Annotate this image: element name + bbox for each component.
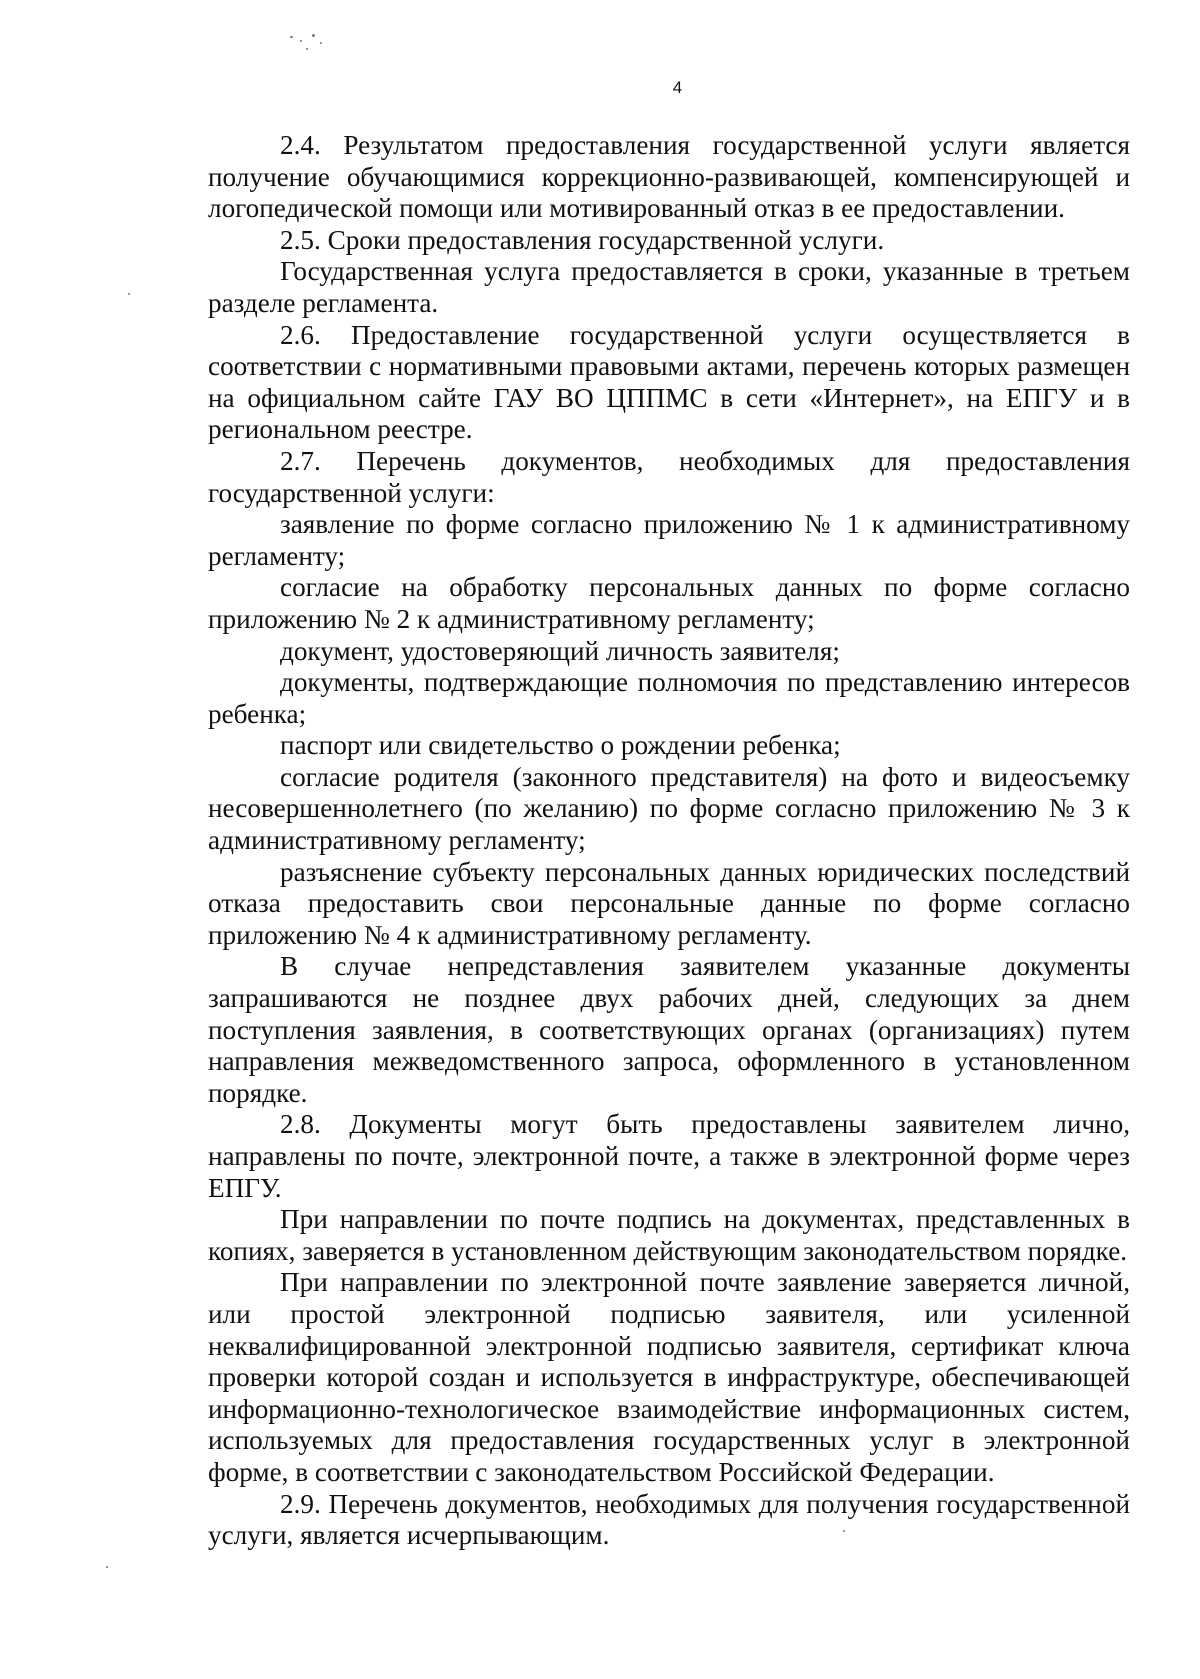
paragraph-postal-submission: При направлении по почте подпись на документах, представленных в копиях, заверяется в установленном действующим законодательством порядке. (208, 1204, 1130, 1266)
scan-speck (128, 293, 130, 295)
list-item-consent-photo-video: согласие родителя (законного представителя) на фото и видеосъемку несовершеннолетнего (по желанию) по форме согласно приложению № 3 к административному регламенту; (208, 761, 1130, 856)
list-item-application: заявление по форме согласно приложению № 1 к административному регламенту; (208, 509, 1130, 571)
scan-speck (843, 1530, 845, 1532)
list-item-consent-personal-data: согласие на обработку персональных данных по форме согласно приложению № 2 к административному регламенту; (208, 572, 1130, 634)
list-item-identity-document: документ, удостоверяющий личность заявителя; (280, 635, 840, 666)
paragraph-2-6: 2.6. Предоставление государственной услуги осуществляется в соответствии с нормативными правовыми актами, перечень которых размещен на официальном сайте ГАУ ВО ЦППМС в сети «Интернет», на ЕПГУ и в региональном реестре. (208, 319, 1130, 445)
scan-speck (320, 42, 322, 44)
scan-speck (106, 1566, 108, 1568)
paragraph-2-4: 2.4. Результатом предоставления государственной услуги является получение обучающимися коррекционно-развивающей, компенсирующей и логопедической помощи или мотивированный отказ в ее предоставлении. (208, 130, 1130, 224)
list-item-authority-documents: документы, подтверждающие полномочия по представлению интересов ребенка; (208, 667, 1130, 729)
paragraph-electronic-submission: При направлении по электронной почте заявление заверяется личной, или простой электронной подписью заявителя, или усиленной неквалифицированной электронной подписью заявителя, сертификат ключа проверки которой создан и используется в инфраструктуре, обеспечивающей информационно-технологическое взаимодействие информационных систем, используемых для предоставления государственных услуг в электронной форме, в соответствии с законодательством Российской Федерации. (208, 1267, 1130, 1487)
paragraph-2-8: 2.8. Документы могут быть предоставлены заявителем лично, направлены по почте, электронной почте, а также в электронной форме через ЕПГУ. (208, 1109, 1130, 1203)
paragraph-2-5: 2.5. Сроки предоставления государственной услуги. (280, 224, 885, 255)
paragraph-2-9: 2.9. Перечень документов, необходимых для получения государственной услуги, является исчерпывающим. (208, 1488, 1130, 1551)
scan-speck (312, 34, 315, 37)
list-item-explanation-consequences: разъяснение субъекту персональных данных юридических последствий отказа предоставить свои персональные данные по форме согласно приложению № 4 к административному регламенту. (208, 856, 1130, 950)
page-number: 4 (672, 78, 683, 97)
paragraph-non-submission: В случае непредставления заявителем указанные документы запрашиваются не позднее двух рабочих дней, следующих за днем поступления заявления, в соответствующих органах (организациях) путем направления межведомственного запроса, оформленного в установленном порядке. (208, 951, 1130, 1108)
paragraph-2-7: 2.7. Перечень документов, необходимых для предоставления государственной услуги: (208, 445, 1130, 508)
scan-speck (300, 40, 302, 42)
list-item-passport-birth-certificate: паспорт или свидетельство о рождении ребенка; (280, 730, 841, 761)
scan-speck (306, 48, 308, 50)
scan-speck (290, 36, 293, 38)
paragraph-terms: Государственная услуга предоставляется в сроки, указанные в третьем разделе регламента. (208, 256, 1130, 318)
document-body (208, 130, 1130, 1552)
